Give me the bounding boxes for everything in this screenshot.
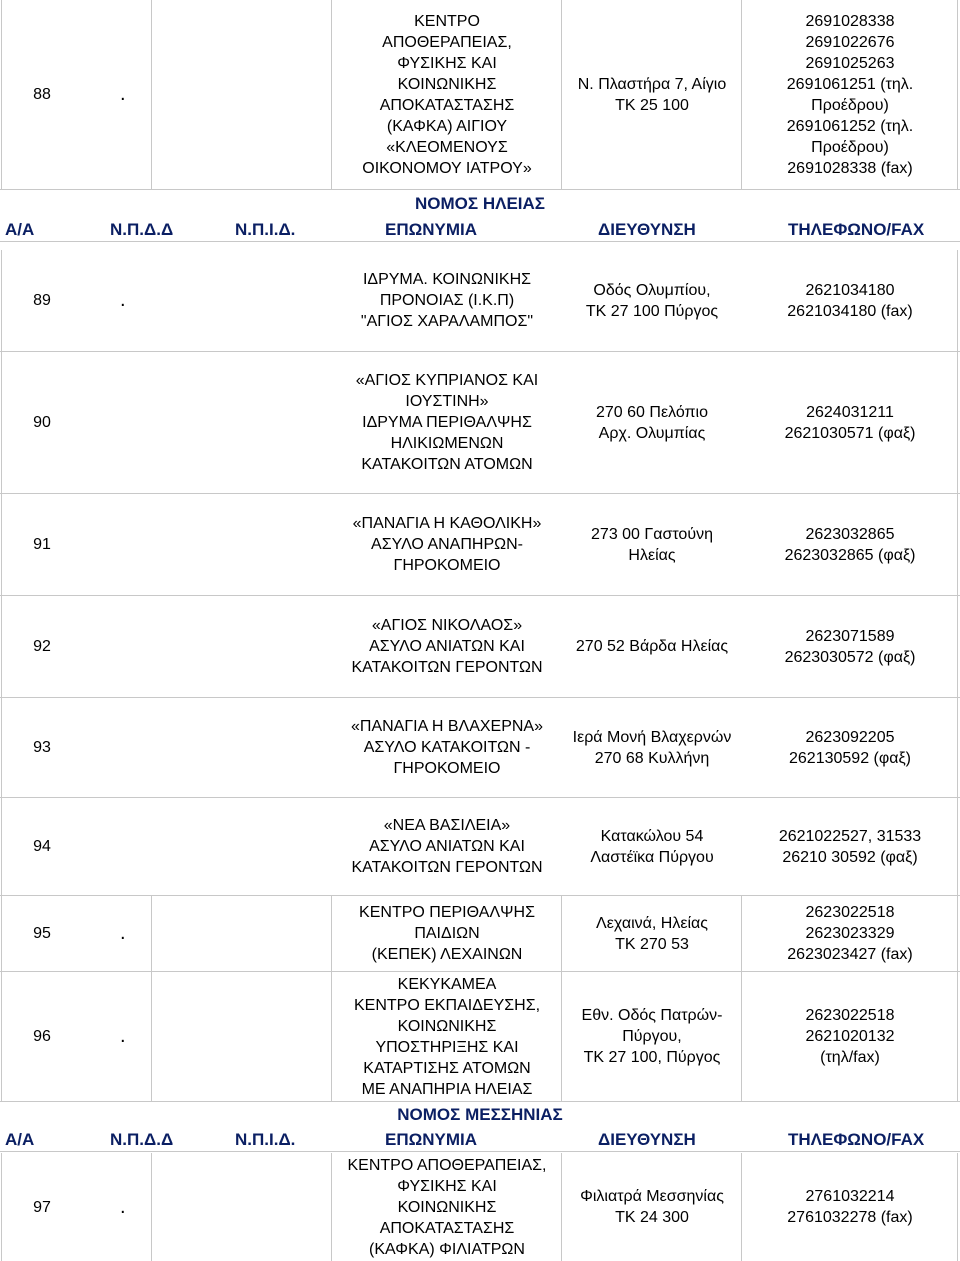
header-npid: Ν.Π.Ι.Δ. — [235, 220, 296, 239]
table-row — [0, 798, 960, 896]
row-number: 91 — [33, 536, 51, 553]
header-npdd: Ν.Π.Δ.Δ — [110, 1130, 174, 1149]
row-number: 96 — [33, 1028, 51, 1045]
entity-name: ΚΕΝΤΡΟ ΑΠΟΘΕΡΑΠΕΙΑΣ, ΦΥΣΙΚΗΣ ΚΑΙ ΚΟΙΝΩΝΙΚΗΣ ΑΠΟΚΑΤΑΣΤΑΣΗΣ (ΚΑΦΚΑ) ΑΙΓΙΟΥ «ΚΛΕΟΜΕΝΟΥΣ ΟΙΚΟΝΟΜΟΥ ΙΑΤΡΟΥ» — [362, 12, 532, 177]
region-title: ΝΟΜΟΣ ΗΛΕΙΑΣ — [415, 194, 545, 213]
entity-phone: 2623022518 2621020132 (τηλ/fax) — [805, 1007, 895, 1066]
entity-name: «ΑΓΙΟΣ ΝΙΚΟΛΑΟΣ» ΑΣΥΛΟ ΑΝΙΑΤΩΝ ΚΑΙ ΚΑΤΑΚΟΙΤΩΝ ΓΕΡΟΝΤΩΝ — [351, 617, 543, 676]
npdd-mark: . — [120, 289, 126, 311]
table-row — [0, 1153, 960, 1261]
table-header — [0, 1128, 960, 1152]
entity-address: Φιλιατρά Μεσσηνίας ΤΚ 24 300 — [580, 1188, 724, 1226]
table-row — [0, 896, 960, 972]
table-row — [0, 250, 960, 352]
entity-name: ΚΕΝΤΡΟ ΠΕΡΙΘΑΛΨΗΣ ΠΑΙΔΙΩΝ (ΚΕΠΕΚ) ΛΕΧΑΙΝΩΝ — [359, 904, 535, 963]
entity-name: «ΠΑΝΑΓΙΑ Η ΚΑΘΟΛΙΚΗ» ΑΣΥΛΟ ΑΝΑΠΗΡΩΝ- ΓΗΡΟΚΟΜΕΙΟ — [352, 515, 542, 574]
header-name: ΕΠΩΝΥΜΙΑ — [385, 220, 478, 239]
entity-phone: 2623032865 2623032865 (φαξ) — [784, 525, 916, 564]
table-row — [0, 698, 960, 798]
npdd-mark: . — [120, 922, 126, 944]
table-header — [0, 218, 960, 242]
entity-phone: 2761032214 2761032278 (fax) — [787, 1188, 913, 1226]
table-row — [0, 494, 960, 596]
table-row — [0, 0, 960, 190]
entity-phone: 2621034180 2621034180 (fax) — [787, 281, 913, 320]
entity-phone: 2624031211 2621030571 (φαξ) — [784, 403, 916, 442]
entity-name: ΚΕΚΥΚΑΜΕΑ ΚΕΝΤΡΟ ΕΚΠΑΙΔΕΥΣΗΣ, ΚΟΙΝΩΝΙΚΗΣ ΥΠΟΣΤΗΡΙΞΗΣ ΚΑΙ ΚΑΤΑΡΤΙΣΗΣ ΑΤΟΜΩΝ ΜΕ ΑΝΑΠΗΡΙΑ ΗΛΕΙΑΣ — [353, 975, 541, 1098]
entity-address: 270 60 Πελόπιο Αρχ. Ολυμπίας — [596, 403, 708, 442]
header-npid: Ν.Π.Ι.Δ. — [235, 1130, 296, 1149]
entity-address: Ιερά Μονή Βλαχερνών 270 68 Κυλλήνη — [572, 728, 732, 767]
entity-address: Εθν. Οδός Πατρών- Πύργου, ΤΚ 27 100, Πύργος — [581, 1007, 723, 1066]
entity-address: Κατακώλου 54 Λαστέϊκα Πύργου — [590, 827, 714, 866]
table-row — [0, 596, 960, 698]
header-phone: ΤΗΛΕΦΩΝΟ/FAX — [788, 220, 925, 239]
row-number: 88 — [33, 86, 51, 103]
header-aa: Α/Α — [5, 1130, 35, 1149]
region-title: ΝΟΜΟΣ ΜΕΣΣΗΝΙΑΣ — [397, 1105, 563, 1124]
entity-name: «ΠΑΝΑΓΙΑ Η ΒΛΑΧΕΡΝΑ» ΑΣΥΛΟ ΚΑΤΑΚΟΙΤΩΝ - ΓΗΡΟΚΟΜΕΙΟ — [350, 718, 543, 777]
entity-name: ΙΔΡΥΜΑ. ΚΟΙΝΩΝΙΚΗΣ ΠΡΟΝΟΙΑΣ (Ι.Κ.Π) "ΑΓΙΟΣ ΧΑΡΑΛΑΜΠΟΣ" — [360, 271, 534, 330]
row-number: 95 — [33, 925, 51, 942]
row-number: 92 — [33, 638, 51, 655]
entity-phone: 2621022527, 31533 26210 30592 (φαξ) — [778, 827, 922, 866]
entity-name: «ΑΓΙΟΣ ΚΥΠΡΙΑΝΟΣ ΚΑΙ ΙΟΥΣΤΙΝΗ» ΙΔΡΥΜΑ ΠΕΡΙΘΑΛΨΗΣ ΗΛΙΚΙΩΜΕΝΩΝ ΚΑΤΑΚΟΙΤΩΝ ΑΤΟΜΩΝ — [355, 372, 539, 473]
npdd-mark: . — [120, 1025, 126, 1047]
entity-address: Οδός Ολυμπίου, ΤΚ 27 100 Πύργος — [585, 281, 719, 320]
table-row — [0, 352, 960, 494]
header-address: ΔΙΕΥΘΥΝΣΗ — [598, 1130, 696, 1149]
entity-phone: 2623092205 262130592 (φαξ) — [789, 728, 911, 767]
header-npdd: Ν.Π.Δ.Δ — [110, 220, 174, 239]
entity-name: ΚΕΝΤΡΟ ΑΠΟΘΕΡΑΠΕΙΑΣ, ΦΥΣΙΚΗΣ ΚΑΙ ΚΟΙΝΩΝΙΚΗΣ ΑΠΟΚΑΤΑΣΤΑΣΗΣ (ΚΑΦΚΑ) ΦΙΛΙΑΤΡΩΝ — [347, 1156, 547, 1258]
entity-address: Ν. Πλαστήρα 7, Αίγιο ΤΚ 25 100 — [577, 75, 727, 114]
row-number: 94 — [33, 838, 51, 855]
table-row — [0, 972, 960, 1102]
row-number: 89 — [33, 292, 51, 309]
entity-address: 273 00 Γαστούνη Ηλείας — [591, 525, 713, 564]
entity-phone: 2623071589 2623030572 (φαξ) — [784, 627, 916, 666]
entity-phone: 2623022518 2623023329 2623023427 (fax) — [787, 904, 913, 963]
entity-phone: 2691028338 2691022676 2691025263 2691061251 (τηλ. Προέδρου) 2691061252 (τηλ. Προέδρου) 2691028338 (fax) — [786, 12, 914, 177]
row-number: 97 — [33, 1198, 51, 1216]
header-name: ΕΠΩΝΥΜΙΑ — [385, 1130, 478, 1149]
entity-address: Λεχαινά, Ηλείας ΤΚ 270 53 — [596, 914, 708, 953]
npdd-mark: . — [120, 83, 126, 105]
header-aa: Α/Α — [5, 220, 35, 239]
npdd-mark: . — [120, 1195, 126, 1218]
row-number: 90 — [33, 414, 51, 431]
entity-address: 270 52 Βάρδα Ηλείας — [575, 638, 729, 655]
header-address: ΔΙΕΥΘΥΝΣΗ — [598, 220, 696, 239]
row-number: 93 — [33, 739, 51, 756]
entity-name: «ΝΕΑ ΒΑΣΙΛΕΙΑ» ΑΣΥΛΟ ΑΝΙΑΤΩΝ ΚΑΙ ΚΑΤΑΚΟΙΤΩΝ ΓΕΡΟΝΤΩΝ — [351, 817, 543, 876]
header-phone: ΤΗΛΕΦΩΝΟ/FAX — [788, 1130, 925, 1149]
